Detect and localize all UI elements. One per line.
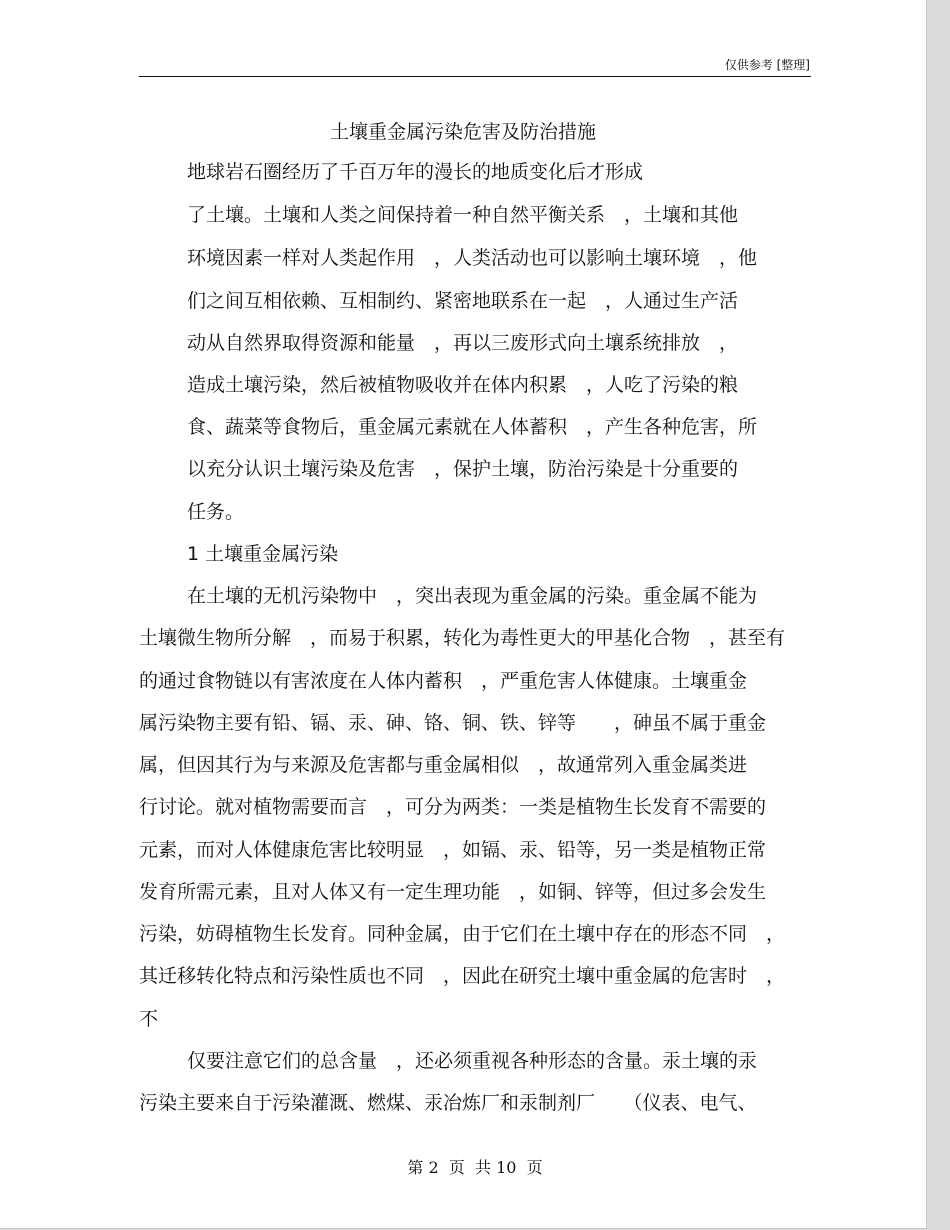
body-line: 了土壤。土壤和人类之间保持着一种自然平衡关系 ，土壤和其他	[187, 204, 739, 226]
body-line: 食、蔬菜等食物后，重金属元素就在人体蓄积 ，产生各种危害，所	[187, 416, 758, 438]
body-line: 污染主要来自于污染灌溉、燃煤、汞冶炼厂和汞制剂厂 （仪表、电气、	[139, 1092, 757, 1114]
header-divider	[139, 76, 811, 77]
body-line: 环境因素一样对人类起作用 ，人类活动也可以影响土壤环境 ，他	[187, 247, 758, 269]
body-line: 以充分认识土壤污染及危害 ，保护土壤，防治污染是十分重要的	[187, 458, 739, 480]
body-line: 仅要注意它们的总含量 ，还必须重视各种形态的含量。汞土壤的汞	[187, 1050, 758, 1072]
body-line: 的通过食物链以有害浓度在人体内蓄积 ，严重危害人体健康。土壤重金	[139, 670, 748, 692]
body-line: 们之间互相依赖、互相制约、紧密地联系在一起 ，人通过生产活	[187, 290, 739, 312]
body-line: 地球岩石圈经历了千百万年的漫长的地质变化后才形成	[187, 161, 644, 183]
section-heading: 1 土壤重金属污染	[187, 543, 339, 565]
body-line: 行讨论。就对植物需要而言 ，可分为两类：一类是植物生长发育不需要的	[139, 796, 767, 818]
body-line: 造成土壤污染，然后被植物吸收并在体内积累 ，人吃了污染的粮	[187, 374, 739, 396]
body-line: 发育所需元素，且对人体又有一定生理功能 ，如铜、锌等，但过多会发生	[139, 881, 767, 903]
body-line: 土壤微生物所分解 ，而易于积累，转化为毒性更大的甲基化合物 ，甚至有	[139, 627, 786, 649]
document-title: 土壤重金属污染危害及防治措施	[329, 121, 596, 143]
body-line: 任务。	[187, 501, 245, 523]
body-line: 属污染物主要有铅、镉、汞、砷、铬、铜、铁、锌等 ，砷虽不属于重金	[139, 712, 767, 734]
page-number: 第 2 页 共 10 页	[407, 1158, 543, 1177]
body-line: 在土壤的无机污染物中 ，突出表现为重金属的污染。重金属不能为	[187, 585, 758, 607]
body-line: 属，但因其行为与来源及危害都与重金属相似 ，故通常列入重金属类进	[139, 754, 748, 776]
body-line: 动从自然界取得资源和能量 ，再以三废形式向土壤系统排放 ，	[187, 332, 739, 354]
body-line: 不	[139, 1008, 159, 1030]
body-line: 其迁移转化特点和污染性质也不同 ，因此在研究土壤中重金属的危害时 ，	[139, 965, 786, 987]
header-note: 仅供参考 [整理]	[724, 58, 810, 72]
body-line: 污染，妨碍植物生长发育。同种金属，由于它们在土壤中存在的形态不同 ，	[139, 923, 786, 945]
body-line: 元素，而对人体健康危害比较明显 ，如镉、汞、铅等，另一类是植物正常	[139, 839, 767, 861]
